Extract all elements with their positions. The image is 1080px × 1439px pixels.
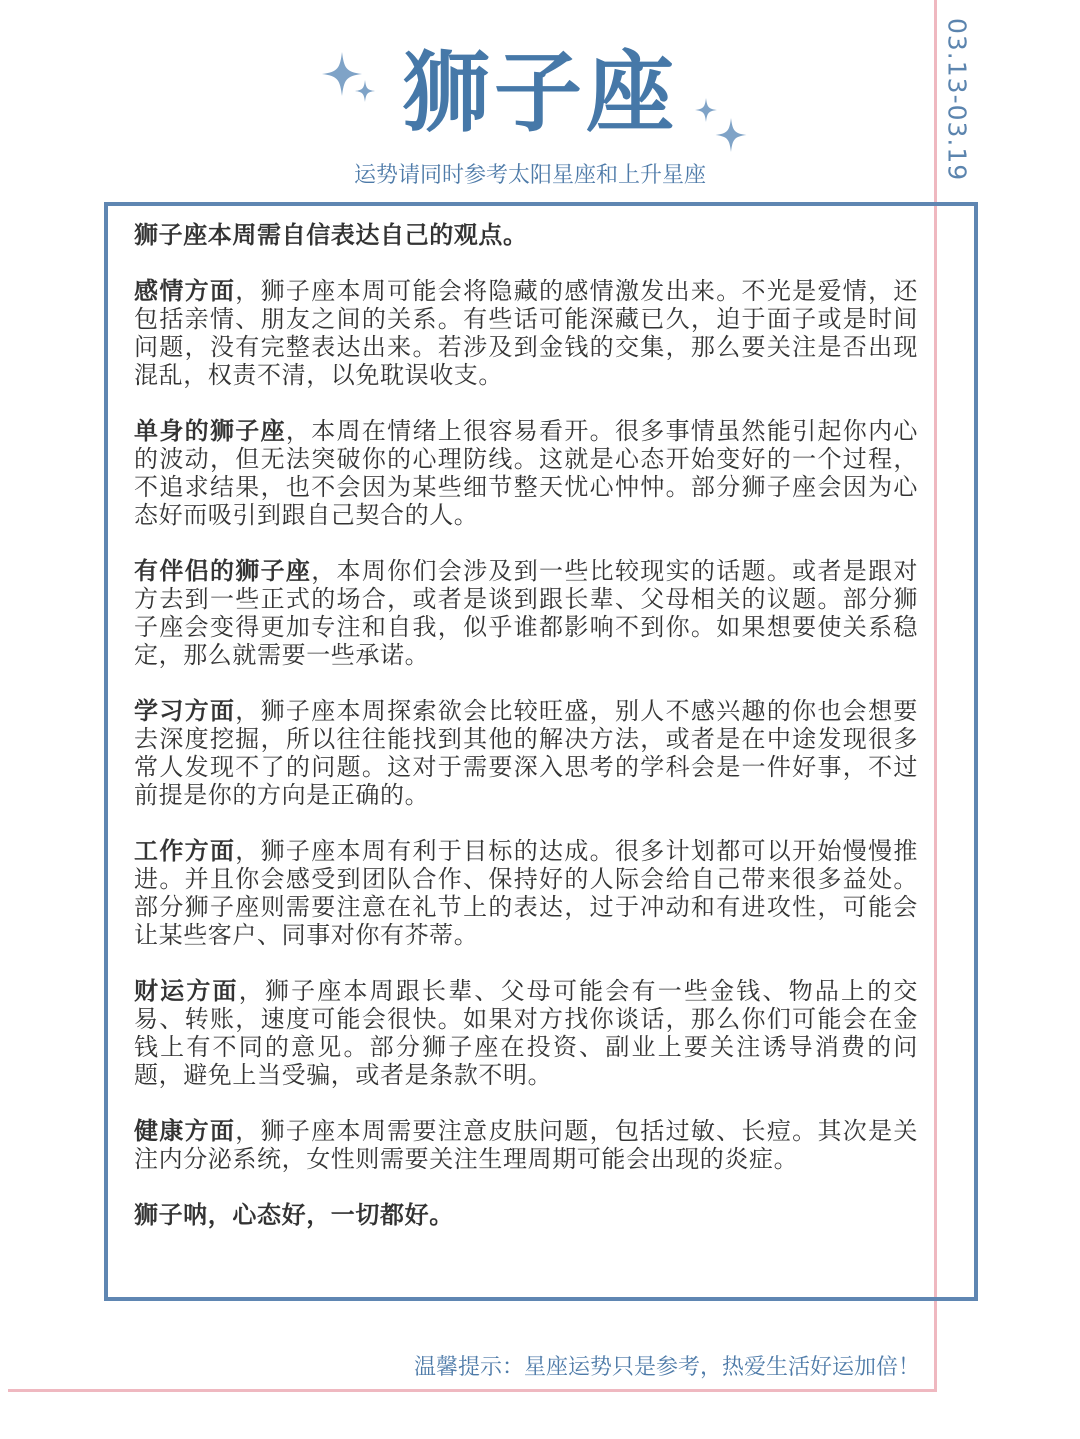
section-heading: 健康方面	[134, 1117, 236, 1145]
section-heading: 财运方面	[134, 977, 239, 1005]
section-body: ，狮子座本周跟长辈、父母可能会有一些金钱、物品上的交易、转账，速度可能会很快。如果对方找你谈话，那么你们可能会在金钱上有不同的意见。部分狮子座在投资、副业上要关注诱导消费的问题，避免上当受骗，或者是条款不明。	[134, 977, 918, 1089]
section-heading: 单身的狮子座	[134, 417, 286, 445]
sparkle-small-left-icon	[355, 80, 375, 102]
section-heading: 工作方面	[134, 837, 236, 865]
section-body: ，狮子座本周可能会将隐藏的感情激发出来。不光是爱情，还包括亲情、朋友之间的关系。有些话可能深藏已久，迫于面子或是时间问题，没有完整表达出来。若涉及到金钱的交集，那么要关注是否出现混乱，权责不清，以免耽误收支。	[134, 277, 919, 389]
sparkle-large-right-icon	[715, 118, 747, 152]
section-love	[134, 277, 918, 389]
section-single	[134, 417, 918, 529]
section-heading: 有伴侣的狮子座	[134, 557, 312, 585]
article-closing: 狮子呐，心态好，一切都好。	[134, 1201, 454, 1229]
section-partner	[134, 557, 918, 669]
section-body: ，本周你们会涉及到一些比较现实的话题。或者是跟对方去到一些正式的场合，或者是谈到跟长辈、父母相关的议题。部分狮子座会变得更加专注和自我，似乎谁都影响不到你。如果想要使关系稳定，那么就需要一些承诺。	[134, 557, 919, 669]
date-range: 03.13-03.19	[942, 18, 972, 182]
section-body: ，狮子座本周有利于目标的达成。很多计划都可以开始慢慢推进。并且你会感受到团队合作、保持好的人际会给自己带来很多益处。部分狮子座则需要注意在礼节上的表达，过于冲动和有进攻性，可能会让某些客户、同事对你有芥蒂。	[134, 837, 919, 949]
section-work	[134, 837, 918, 949]
pink-horizontal-rule	[8, 1389, 937, 1392]
sparkle-small-right-icon	[695, 98, 717, 122]
section-heading: 感情方面	[134, 277, 236, 305]
horoscope-article	[134, 221, 918, 1257]
article-lead: 狮子座本周需自信表达自己的观点。	[134, 221, 528, 249]
section-body: ，狮子座本周需要注意皮肤问题，包括过敏、长痘。其次是关注内分泌系统，女性则需要关注生理周期可能会出现的炎症。	[134, 1117, 919, 1173]
footer-tip: 温馨提示：星座运势只是参考，热爱生活好运加倍！	[413, 1355, 920, 1380]
section-body: ，狮子座本周探索欲会比较旺盛，别人不感兴趣的你也会想要去深度挖掘，所以往往能找到其他的解决方法，或者是在中途发现很多常人发现不了的问题。这对于需要深入思考的学科会是一件好事，不过前提是你的方向是正确的。	[134, 697, 919, 809]
subtitle: 运势请同时参考太阳星座和上升星座	[353, 163, 706, 188]
section-wealth	[134, 977, 918, 1089]
section-study	[134, 697, 918, 809]
section-body: ，本周在情绪上很容易看开。很多事情虽然能引起你内心的波动，但无法突破你的心理防线。这就是心态开始变好的一个过程，不追求结果，也不会因为某些细节整天忧心忡忡。部分狮子座会因为心态好而吸引到跟自己契合的人。	[134, 417, 919, 529]
section-health	[134, 1117, 918, 1173]
page-title: 狮子座	[401, 41, 678, 144]
section-heading: 学习方面	[134, 697, 236, 725]
